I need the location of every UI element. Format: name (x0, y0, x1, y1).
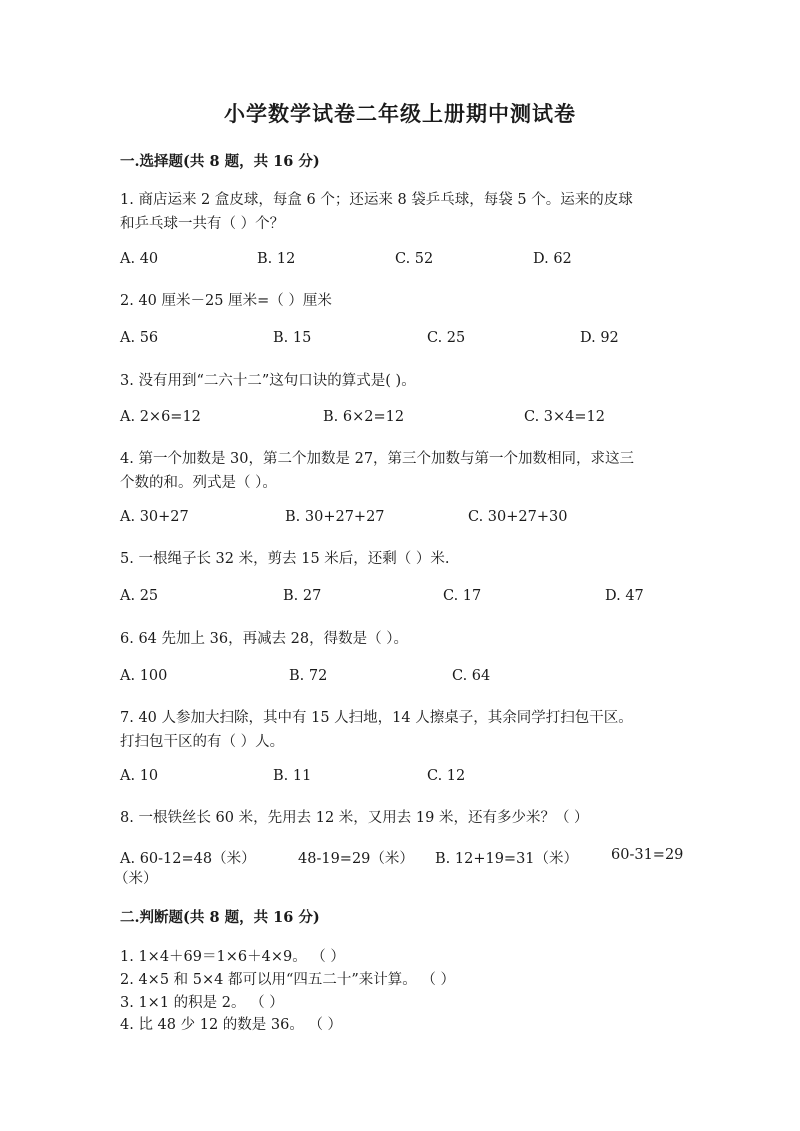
question-2-option-d: D. 92 (580, 330, 619, 346)
question-8-option-a: A. 60-12=48（米） (120, 851, 256, 867)
question-3-line-1: 3. 没有用到“二六十二”这句口诀的算式是( )。 (120, 373, 416, 389)
judgment-item-4: 4. 比 48 少 12 的数是 36。 （ ） (120, 1017, 343, 1033)
question-6-option-b: B. 72 (289, 668, 328, 684)
question-8-option-b: B. 12+19=31（米） (435, 851, 579, 867)
question-4-option-b: B. 30+27+27 (285, 509, 385, 525)
question-4-line-2: 个数的和。列式是（ ）。 (120, 475, 277, 491)
question-1-line-1: 1. 商店运来 2 盒皮球，每盒 6 个；还运来 8 袋乒乓球，每袋 5 个。运来的皮球 (120, 192, 633, 208)
question-7-line-1: 7. 40 人参加大扫除，其中有 15 人扫地，14 人擦桌子，其余同学打扫包干区。 (120, 710, 633, 726)
section-heading-choice: 一.选择题(共 8 题，共 16 分) (120, 153, 320, 170)
question-5-option-d: D. 47 (605, 588, 644, 604)
judgment-item-3: 3. 1×1 的积是 2。 （ ） (120, 995, 284, 1011)
question-1-option-d: D. 62 (533, 251, 572, 267)
question-6-line-1: 6. 64 先加上 36，再减去 28，得数是（ ）。 (120, 631, 408, 647)
question-7-option-a: A. 10 (120, 768, 159, 784)
section-heading-judgment: 二.判断题(共 8 题，共 16 分) (120, 909, 320, 926)
question-2-option-c: C. 25 (427, 330, 466, 346)
question-8-option-b-unit: （米） (114, 871, 158, 887)
question-5-line-1: 5. 一根绳子长 32 米，剪去 15 米后，还剩（ ）米. (120, 551, 450, 567)
question-3-option-a: A. 2×6=12 (120, 409, 201, 425)
question-5-option-b: B. 27 (283, 588, 322, 604)
question-3-option-b: B. 6×2=12 (323, 409, 405, 425)
judgment-item-1: 1. 1×4＋69＝1×6＋4×9。 （ ） (120, 949, 345, 965)
question-6-option-a: A. 100 (120, 668, 168, 684)
question-8-option-b-step-2: 60-31=29 (611, 847, 684, 863)
question-2-line-1: 2. 40 厘米－25 厘米=（ ）厘米 (120, 293, 332, 309)
question-4-line-1: 4. 第一个加数是 30，第二个加数是 27，第三个加数与第一个加数相同，求这三 (120, 451, 635, 467)
question-4-option-a: A. 30+27 (120, 509, 189, 525)
question-2-option-a: A. 56 (120, 330, 159, 346)
question-3-option-c: C. 3×4=12 (524, 409, 605, 425)
question-1-option-b: B. 12 (257, 251, 296, 267)
question-1-option-c: C. 52 (395, 251, 434, 267)
question-8-option-a-step-2: 48-19=29（米） (298, 851, 414, 867)
question-7-option-c: C. 12 (427, 768, 466, 784)
question-7-option-b: B. 11 (273, 768, 312, 784)
question-7-line-2: 打扫包干区的有（ ）人。 (120, 734, 285, 750)
question-4-option-c: C. 30+27+30 (468, 509, 568, 525)
page-title: 小学数学试卷二年级上册期中测试卷 (224, 101, 576, 126)
question-5-option-a: A. 25 (120, 588, 159, 604)
question-5-option-c: C. 17 (443, 588, 482, 604)
question-1-line-2: 和乒乓球一共有（ ）个？ (120, 216, 285, 232)
question-1-option-a: A. 40 (120, 251, 159, 267)
question-6-option-c: C. 64 (452, 668, 491, 684)
question-2-option-b: B. 15 (273, 330, 312, 346)
judgment-item-2: 2. 4×5 和 5×4 都可以用“四五二十”来计算。 （ ） (120, 972, 456, 988)
question-8-line-1: 8. 一根铁丝长 60 米，先用去 12 米，又用去 19 米，还有多少米？（ ） (120, 810, 589, 826)
